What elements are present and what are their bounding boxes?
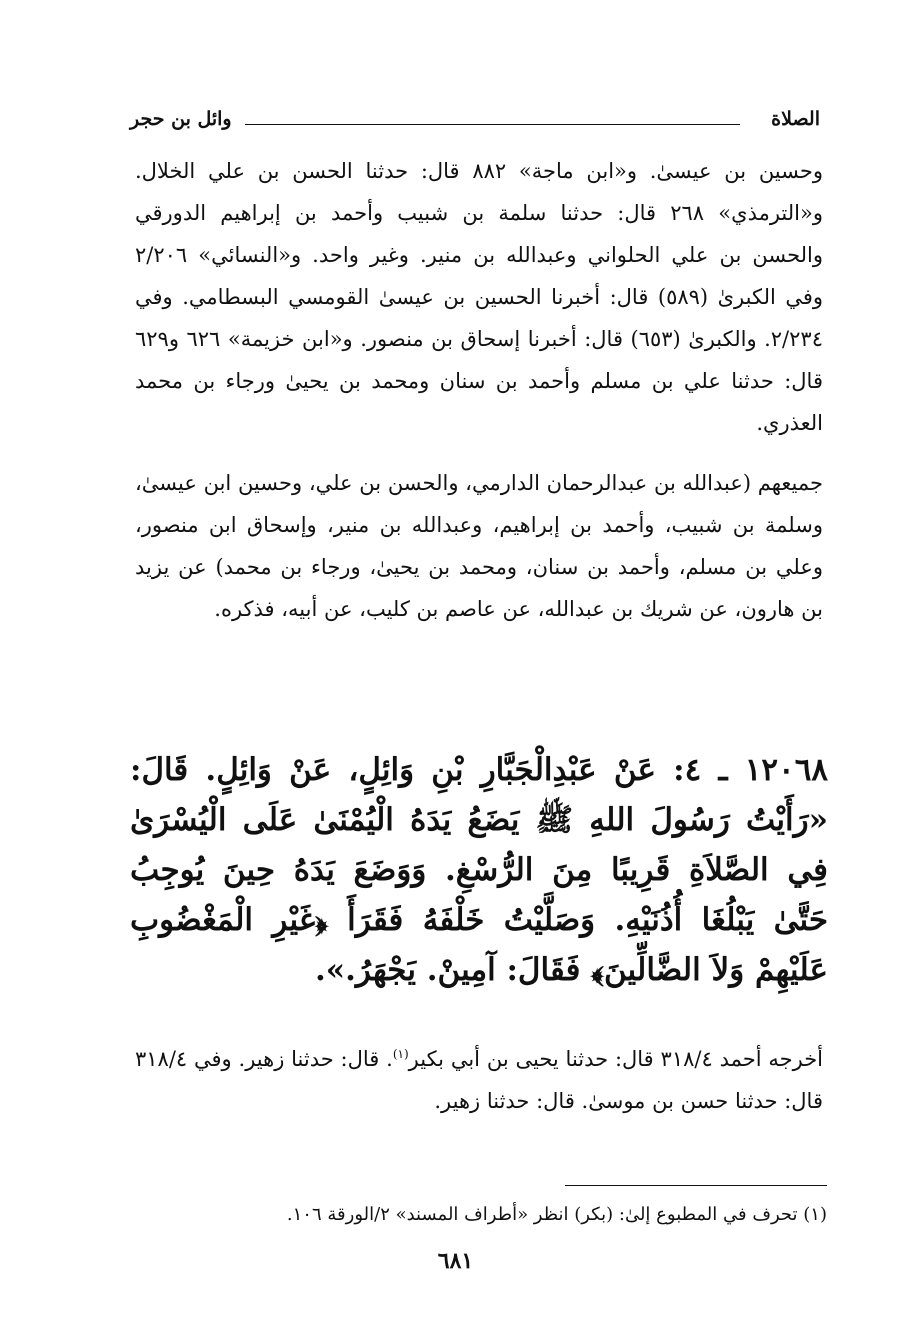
takhrij-text-start: أخرجه أحمد ٣١٨/٤ قال: حدثنا يحيى بن أبي بكير [408, 1047, 824, 1071]
hadith-number: ١٢٠٦٨ ـ ٤: [673, 752, 829, 788]
paragraph-sources: وحسين بن عيسىٰ. و«ابن ماجة» ٨٨٢ قال: حدثنا الحسن بن علي الخلال. و«الترمذي» ٢٦٨ قال: حدثنا سلمة بن شبيب وأحمد بن إبراهيم الدورقي والحسن بن علي الحلواني وعبدالله بن منير. وغير واحد. و«النسائي» ٢/٢٠٦ وفي الكبرىٰ (٥٨٩) قال: أخبرنا الحسين بن عيسىٰ القومسي البسطامي. وفي ٢/٢٣٤. والكبرىٰ (٦٥٣) قال: أخبرنا إسحاق بن منصور. و«ابن خزيمة» ٦٢٦ و٦٢٩ قال: حدثنا علي بن مسلم وأحمد بن سنان ومحمد بن يحيىٰ ورجاء بن محمد العذري. [135, 159, 824, 435]
paragraph-takhrij [135, 1033, 823, 1122]
header-narrator: وائل بن حجر [130, 108, 232, 130]
header-section-title: الصلاة [771, 108, 820, 130]
hadith-body: عَنْ عَبْدِالْجَبَّارِ بْنِ وَائِلٍ، عَنْ وَائِلٍ. قَالَ: «رَأَيْتُ رَسُولَ اللهِ ﷺ يَضَعُ يَدَهُ الْيُمْنَىٰ عَلَى الْيُسْرَىٰ فِي الصَّلاَةِ قَرِيبًا مِنَ الرُّسْغِ. وَوَضَعَ يَدَهُ حِينَ يُوجِبُ حَتَّىٰ يَبْلُغَا أُذُنَيْهِ. وَصَلَّيْتُ خَلْفَهُ فَقَرَأَ ﴿غَيْرِ الْمَغْضُوبِ عَلَيْهِمْ وَلاَ الضَّالِّينَ﴾ فَقَالَ: آمِينْ. يَجْهَرُ.». [130, 752, 828, 988]
hadith-text [130, 745, 828, 995]
footnote-rule [565, 1185, 827, 1186]
page-number: ٦٨١ [437, 1248, 474, 1274]
paragraph-chain: جميعهم (عبدالله بن عبدالرحمان الدارمي، والحسن بن علي، وحسين ابن عيسىٰ، وسلمة بن شبيب، وأحمد بن إبراهيم، وعبدالله بن منير، وإسحاق ابن منصور، وعلي بن مسلم، وأحمد بن سنان، ومحمد بن يحيىٰ، ورجاء بن محمد) عن يزيد بن هارون، عن شريك بن عبدالله، عن عاصم بن كليب، عن أبيه، فذكره. [135, 471, 823, 621]
running-header [130, 108, 820, 138]
footnote: (١) تحرف في المطبوع إلىٰ: (بكر) انظر «أطراف المسند» ٢/الورقة ١٠٦. [286, 1204, 827, 1225]
takhrij-text-end: . قال: حدثنا زهير. وفي ٣١٨/٤ قال: حدثنا حسن بن موسىٰ. قال: حدثنا زهير. [135, 1047, 823, 1113]
header-rule [245, 124, 740, 125]
footnote-marker: (١) [392, 1047, 409, 1061]
